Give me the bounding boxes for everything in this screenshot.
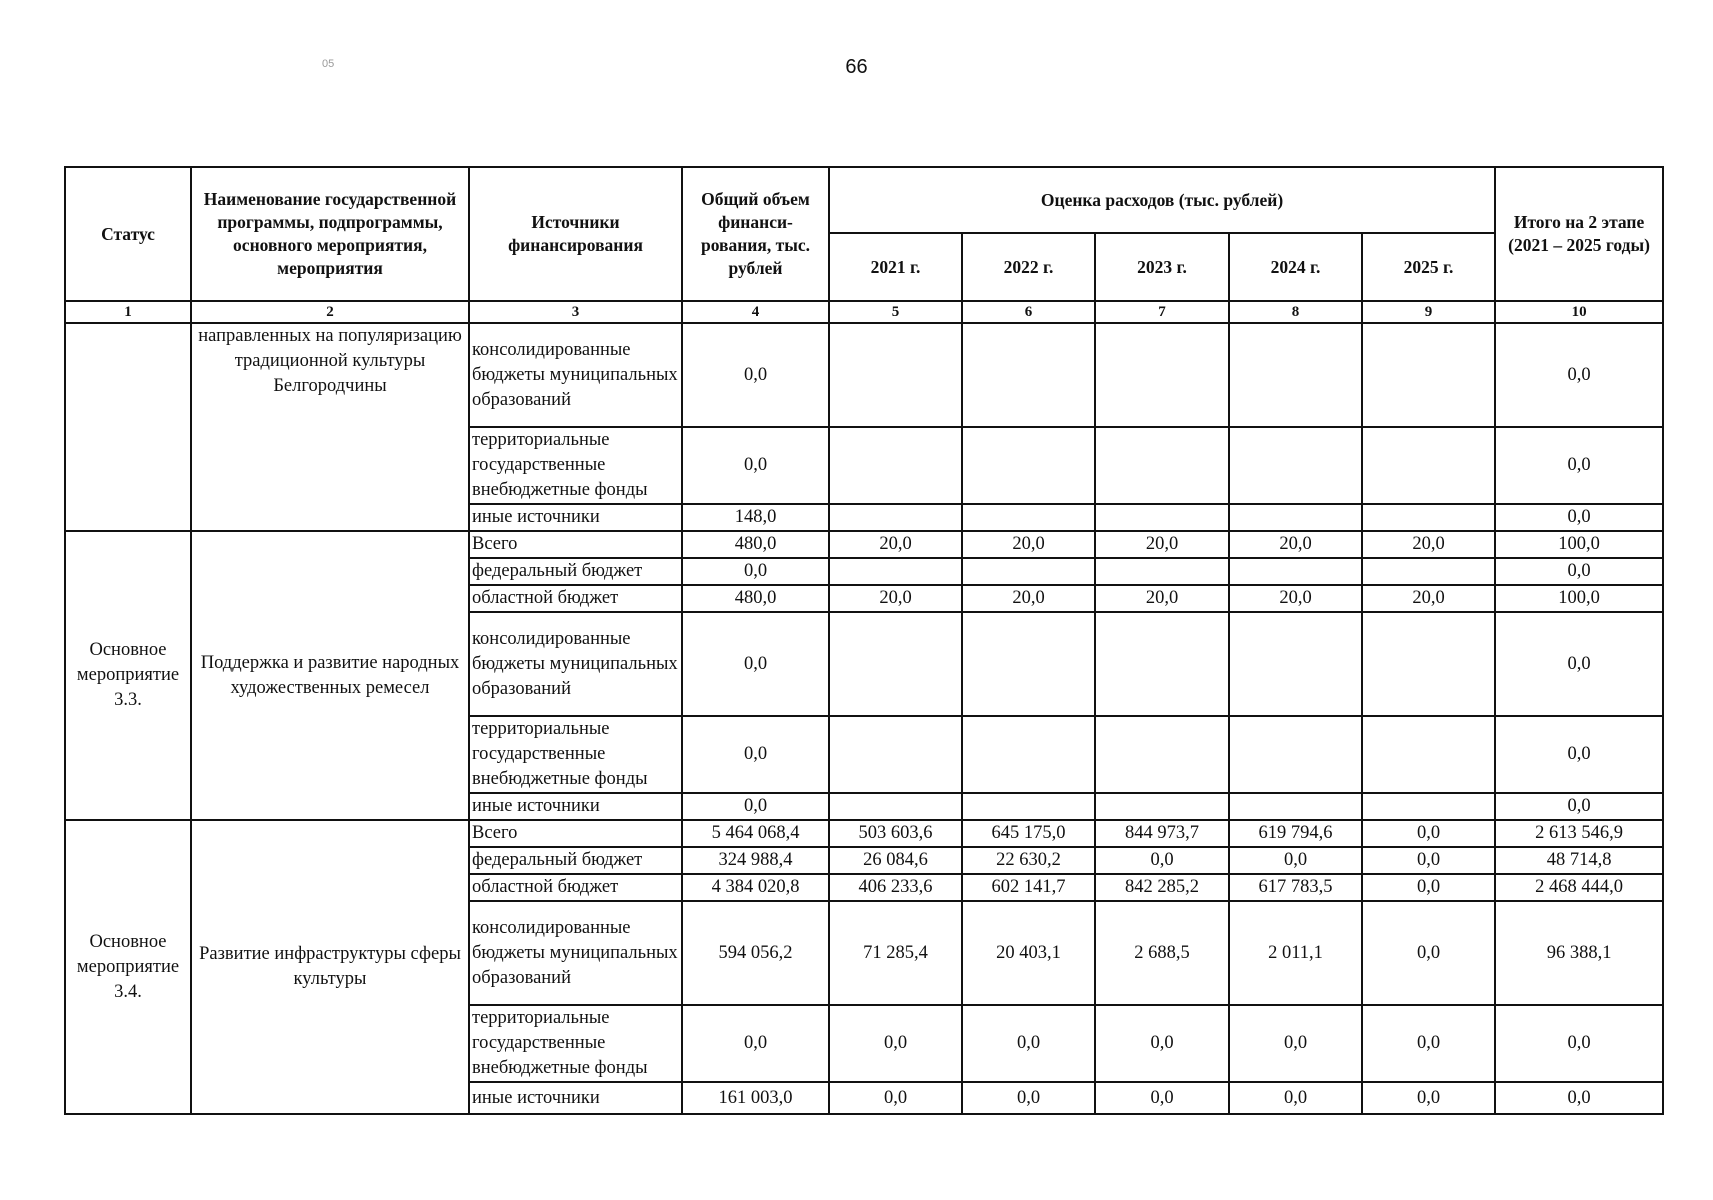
year-value-cell [1095,716,1229,793]
column-number: 7 [1095,301,1229,323]
year-value-cell [962,612,1095,716]
status-cell [65,323,191,531]
year-value-cell [1362,612,1495,716]
year-value-cell [1229,716,1362,793]
funding-source-cell: федеральный бюджет [469,847,682,874]
year-value-cell: 0,0 [1095,1005,1229,1082]
funding-source-cell: иные источники [469,793,682,820]
year-value-cell [829,716,962,793]
column-number: 1 [65,301,191,323]
total-volume-cell: 0,0 [682,1005,829,1082]
page-number: 66 [845,56,868,78]
year-value-cell: 22 630,2 [962,847,1095,874]
year-value-cell [1229,558,1362,585]
year-value-cell [962,504,1095,531]
stage-total-cell: 2 468 444,0 [1495,874,1663,901]
year-value-cell [1229,323,1362,427]
year-value-cell: 406 233,6 [829,874,962,901]
year-value-cell: 0,0 [962,1082,1095,1114]
year-value-cell [1095,558,1229,585]
year-value-cell: 20,0 [1095,531,1229,558]
year-value-cell: 20,0 [1095,585,1229,612]
column-number: 9 [1362,301,1495,323]
stage-total-cell: 0,0 [1495,1082,1663,1114]
year-value-cell [1095,793,1229,820]
stage-total-cell: 0,0 [1495,323,1663,427]
header-year: 2024 г. [1229,233,1362,301]
year-value-cell [829,793,962,820]
year-value-cell [1362,558,1495,585]
year-value-cell: 20,0 [1362,531,1495,558]
year-value-cell [1095,612,1229,716]
year-value-cell: 0,0 [1229,847,1362,874]
total-volume-cell: 5 464 068,4 [682,820,829,847]
funding-source-cell: областной бюджет [469,874,682,901]
activity-name-cell: Поддержка и развитие народных художественных ремесел [191,531,469,820]
funding-source-cell: Всего [469,531,682,558]
header-total-volume: Общий объем финанси-рования, тыс. рублей [682,167,829,301]
year-value-cell: 503 603,6 [829,820,962,847]
total-volume-cell: 594 056,2 [682,901,829,1005]
year-value-cell: 602 141,7 [962,874,1095,901]
total-volume-cell: 0,0 [682,716,829,793]
year-value-cell: 26 084,6 [829,847,962,874]
activity-name-cell: Развитие инфраструктуры сферы культуры [191,820,469,1114]
funding-source-cell: иные источники [469,504,682,531]
status-cell: Основное мероприятие 3.4. [65,820,191,1114]
year-value-cell [1362,427,1495,504]
year-value-cell: 0,0 [1362,1082,1495,1114]
header-name: Наименование государственной программы, подпрограммы, основного мероприятия, мероприятия [191,167,469,301]
year-value-cell: 0,0 [1362,847,1495,874]
year-value-cell: 0,0 [829,1082,962,1114]
year-value-cell: 71 285,4 [829,901,962,1005]
stage-total-cell: 0,0 [1495,716,1663,793]
year-value-cell: 0,0 [962,1005,1095,1082]
year-value-cell: 645 175,0 [962,820,1095,847]
year-value-cell [1095,427,1229,504]
year-value-cell: 20,0 [829,585,962,612]
year-value-cell: 20,0 [962,585,1095,612]
column-number: 2 [191,301,469,323]
column-number: 6 [962,301,1095,323]
year-value-cell [829,504,962,531]
year-value-cell [829,427,962,504]
table-row [65,323,1663,427]
year-value-cell [829,612,962,716]
funding-source-cell: консолидированные бюджеты муниципальных образований [469,901,682,1005]
stage-total-cell: 0,0 [1495,1005,1663,1082]
header-stage-total: Итого на 2 этапе (2021 – 2025 годы) [1495,167,1663,301]
total-volume-cell: 0,0 [682,323,829,427]
status-cell: Основное мероприятие 3.3. [65,531,191,820]
year-value-cell [1362,504,1495,531]
year-value-cell [1095,504,1229,531]
funding-source-cell: консолидированные бюджеты муниципальных образований [469,323,682,427]
year-value-cell: 20,0 [1362,585,1495,612]
column-number-row [65,301,1663,323]
year-value-cell: 0,0 [1362,874,1495,901]
year-value-cell [1362,793,1495,820]
total-volume-cell: 0,0 [682,612,829,716]
stage-total-cell: 48 714,8 [1495,847,1663,874]
total-volume-cell: 148,0 [682,504,829,531]
activity-name-cell: направленных на популяризацию традиционной культуры Белгородчины [191,323,469,531]
total-volume-cell: 480,0 [682,585,829,612]
total-volume-cell: 0,0 [682,427,829,504]
header-estimate: Оценка расходов (тыс. рублей) [829,167,1495,233]
funding-source-cell: областной бюджет [469,585,682,612]
total-volume-cell: 0,0 [682,793,829,820]
year-value-cell [1095,323,1229,427]
total-volume-cell: 4 384 020,8 [682,874,829,901]
column-number: 10 [1495,301,1663,323]
funding-source-cell: Всего [469,820,682,847]
budget-table [64,166,1664,1115]
stage-total-cell: 0,0 [1495,793,1663,820]
stamp-mark: 05 [322,58,335,70]
stage-total-cell: 100,0 [1495,531,1663,558]
year-value-cell: 0,0 [1362,901,1495,1005]
column-number: 4 [682,301,829,323]
year-value-cell [829,558,962,585]
year-value-cell: 0,0 [1229,1005,1362,1082]
year-value-cell: 20,0 [1229,531,1362,558]
table-row [65,531,1663,558]
header-year: 2023 г. [1095,233,1229,301]
header-row-1 [65,167,1663,233]
year-value-cell: 0,0 [1362,820,1495,847]
year-value-cell [962,427,1095,504]
year-value-cell: 842 285,2 [1095,874,1229,901]
year-value-cell [962,716,1095,793]
year-value-cell [1229,504,1362,531]
funding-source-cell: территориальные государственные внебюджетные фонды [469,716,682,793]
funding-source-cell: федеральный бюджет [469,558,682,585]
header-year: 2022 г. [962,233,1095,301]
total-volume-cell: 161 003,0 [682,1082,829,1114]
stage-total-cell: 0,0 [1495,558,1663,585]
year-value-cell: 619 794,6 [1229,820,1362,847]
year-value-cell: 0,0 [1362,1005,1495,1082]
funding-source-cell: иные источники [469,1082,682,1114]
funding-source-cell: территориальные государственные внебюджетные фонды [469,427,682,504]
stage-total-cell: 0,0 [1495,504,1663,531]
stage-total-cell: 0,0 [1495,427,1663,504]
year-value-cell [1229,793,1362,820]
total-volume-cell: 324 988,4 [682,847,829,874]
stage-total-cell: 100,0 [1495,585,1663,612]
year-value-cell [962,323,1095,427]
year-value-cell: 0,0 [1095,1082,1229,1114]
year-value-cell [1229,612,1362,716]
year-value-cell: 20 403,1 [962,901,1095,1005]
column-number: 3 [469,301,682,323]
year-value-cell [1229,427,1362,504]
year-value-cell: 2 011,1 [1229,901,1362,1005]
table-body [65,323,1663,1114]
stage-total-cell: 96 388,1 [1495,901,1663,1005]
stage-total-cell: 2 613 546,9 [1495,820,1663,847]
header-year: 2021 г. [829,233,962,301]
year-value-cell: 617 783,5 [1229,874,1362,901]
total-volume-cell: 0,0 [682,558,829,585]
header-year: 2025 г. [1362,233,1495,301]
column-number: 5 [829,301,962,323]
year-value-cell: 20,0 [829,531,962,558]
year-value-cell: 0,0 [1095,847,1229,874]
year-value-cell: 844 973,7 [1095,820,1229,847]
table-row [65,820,1663,847]
header-sources: Источники финансирования [469,167,682,301]
year-value-cell [1362,323,1495,427]
column-number: 8 [1229,301,1362,323]
year-value-cell: 20,0 [1229,585,1362,612]
year-value-cell [962,793,1095,820]
year-value-cell [829,323,962,427]
header-status: Статус [65,167,191,301]
total-volume-cell: 480,0 [682,531,829,558]
year-value-cell [1362,716,1495,793]
funding-source-cell: консолидированные бюджеты муниципальных образований [469,612,682,716]
year-value-cell [962,558,1095,585]
funding-source-cell: территориальные государственные внебюджетные фонды [469,1005,682,1082]
year-value-cell: 2 688,5 [1095,901,1229,1005]
year-value-cell: 0,0 [829,1005,962,1082]
year-value-cell: 0,0 [1229,1082,1362,1114]
stage-total-cell: 0,0 [1495,612,1663,716]
year-value-cell: 20,0 [962,531,1095,558]
